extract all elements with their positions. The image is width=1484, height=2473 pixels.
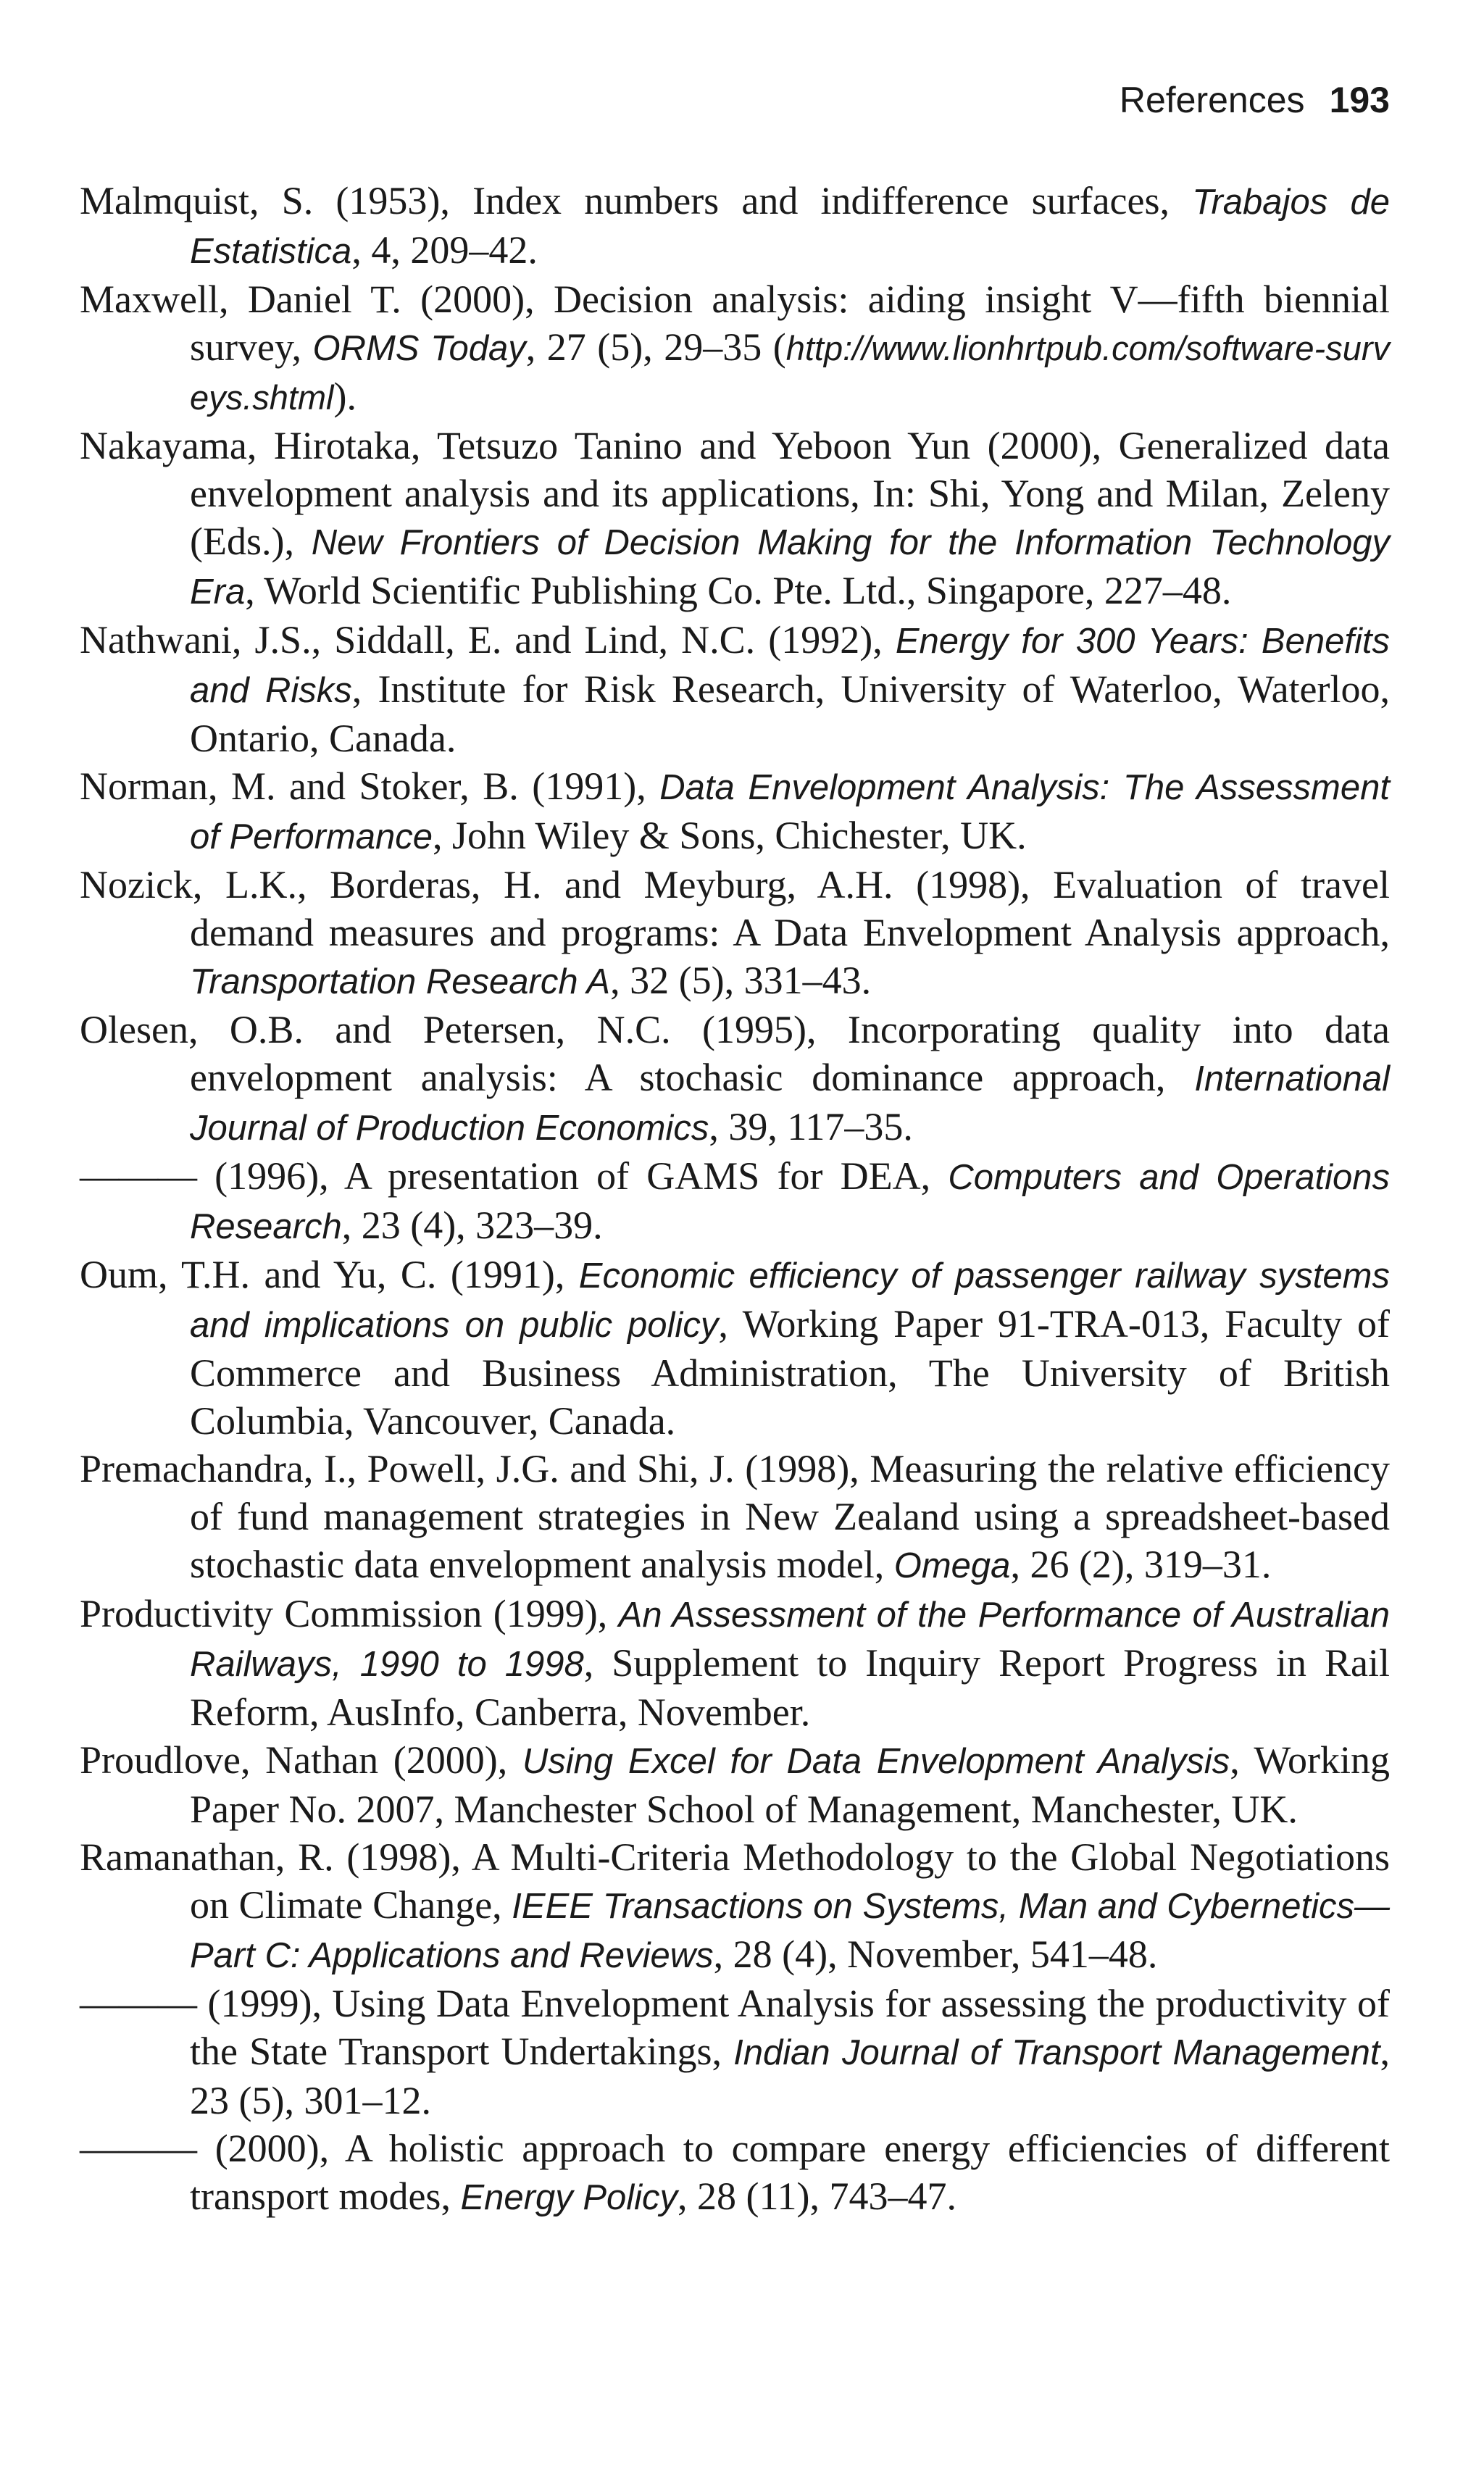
reference-source-title: Energy for 300 Years: Benefits and Risks [190,622,1390,710]
reference-source-title: Using Excel for Data Envelopment Analysis [522,1742,1230,1781]
reference-entry-ramanathan-1998 [80,1833,1390,1980]
reference-text: ——— (2000), A holistic approach to compare energy efficiencies of different transport modes, [80,2127,1390,2218]
reference-text: Premachandra, I., Powell, J.G. and Shi, J. (1998), Measuring the relative efficiency of fund management strategies in New Zealand using a spreadsheet-based stochastic data envelopment analysis model, [80,1447,1390,1586]
reference-source-title: An Assessment of the Performance of Australian Railways, 1990 to 1998 [190,1596,1390,1684]
reference-details: , Working Paper 91-TRA-013, Faculty of Commerce and Business Administration, The University of British Columbia, Vancouver, Canada. [190,1302,1391,1443]
reference-details-end: ). [333,375,357,418]
reference-source-title: New Frontiers of Decision Making for the Information Technology Era [190,523,1390,612]
reference-details: , Working Paper No. 2007, Manchester School of Management, Manchester, UK. [190,1738,1391,1831]
reference-text: Malmquist, S. (1953), Index numbers and indifference surfaces, [80,179,1193,222]
reference-details: , John Wiley & Sons, Chichester, UK. [433,814,1027,857]
reference-details: , Institute for Risk Research, University of Waterloo, Waterloo, Ontario, Canada. [190,667,1391,760]
reference-source-title: Transportation Research A [190,962,611,1001]
reference-source-title: Indian Journal of Transport Management [733,2033,1380,2072]
reference-details: , World Scientific Publishing Co. Pte. Ltd., Singapore, 227–48. [245,569,1232,612]
running-head [1120,78,1390,122]
reference-source-title: IEEE Transactions on Systems, Man and Cybernetics—Part C: Applications and Reviews [190,1887,1391,1975]
reference-entry-premachandra-1998 [80,1445,1390,1590]
reference-entry-olesen-1996 [80,1152,1390,1251]
reference-text: Nozick, L.K., Borderas, H. and Meyburg, A.H. (1998), Evaluation of travel demand measures and programs: A Data Envelopment Analysis approach, [80,863,1390,954]
reference-entry-ramanathan-1999 [80,1980,1390,2124]
reference-source-title: Economic efficiency of passenger railway systems and implications on public policy [190,1256,1390,1345]
reference-details: , 23 (4), 323–39. [341,1204,603,1247]
reference-source-title: Omega [893,1546,1011,1585]
reference-text: Productivity Commission (1999), [80,1592,619,1635]
reference-details: , 27 (5), 29–35 ( [525,325,786,369]
reference-url-link[interactable]: http://www.lionhrtpub.com/software-surveys.shtml [190,329,1390,417]
reference-details: , 26 (2), 319–31. [1010,1543,1272,1586]
reference-text: Oum, T.H. and Yu, C. (1991), [80,1253,579,1296]
reference-text: Proudlove, Nathan (2000), [80,1738,522,1782]
reference-source-title: Trabajos de Estatistica [190,183,1391,271]
reference-entry-olesen-1995 [80,1006,1390,1152]
reference-entry-nozick-1998 [80,861,1390,1006]
reference-source-title: Computers and Operations Research [190,1158,1390,1246]
reference-source-title: ORMS Today [312,329,526,368]
reference-details: , 39, 117–35. [709,1105,913,1148]
reference-entry-maxwell-2000 [80,275,1390,422]
reference-source-title: Energy Policy [460,2178,678,2217]
page-number: 193 [1329,80,1390,120]
reference-details: , 28 (11), 743–47. [678,2174,956,2218]
reference-source-title: Data Envelopment Analysis: The Assessment of Performance [190,768,1390,856]
reference-entry-ramanathan-2000 [80,2124,1390,2222]
reference-list [80,177,1390,2222]
reference-entry-nakayama-2000 [80,422,1390,616]
reference-text: Olesen, O.B. and Petersen, N.C. (1995), Incorporating quality into data envelopment analysis: A stochasic dominance approach, [80,1008,1390,1099]
reference-details: , 23 (5), 301–12. [190,2030,1390,2122]
reference-text: Ramanathan, R. (1998), A Multi-Criteria Methodology to the Global Negotiations on Climate Change, [80,1835,1390,1927]
reference-text: ——— (1999), Using Data Envelopment Analysis for assessing the productivity of the State Transport Undertakings, [80,1982,1390,2073]
reference-entry-productivity-commission-1999 [80,1590,1390,1736]
reference-details: , 28 (4), November, 541–48. [713,1932,1158,1976]
reference-source-title: International Journal of Production Economics [190,1059,1390,1148]
reference-entry-oum-1991 [80,1251,1390,1445]
reference-details: , 4, 209–42. [351,228,538,272]
reference-text: Maxwell, Daniel T. (2000), Decision analysis: aiding insight V—fifth biennial survey, [80,278,1390,369]
section-title: References [1119,80,1305,120]
reference-details: , 32 (5), 331–43. [610,959,872,1002]
reference-entry-norman-1991 [80,762,1390,861]
reference-details: , Supplement to Inquiry Report Progress in Rail Reform, AusInfo, Canberra, November. [190,1641,1390,1734]
reference-text: ——— (1996), A presentation of GAMS for DEA, [80,1154,949,1198]
reference-entry-malmquist-1953 [80,177,1390,275]
reference-text: Norman, M. and Stoker, B. (1991), [80,764,660,808]
reference-text: Nathwani, J.S., Siddall, E. and Lind, N.C. (1992), [80,618,896,662]
reference-entry-nathwani-1992 [80,616,1390,762]
reference-text: Nakayama, Hirotaka, Tetsuzo Tanino and Yeboon Yun (2000), Generalized data envelopment analysis and its applications, In: Shi, Yong and Milan, Zeleny (Eds.), [80,424,1390,563]
reference-entry-proudlove-2000 [80,1736,1390,1833]
